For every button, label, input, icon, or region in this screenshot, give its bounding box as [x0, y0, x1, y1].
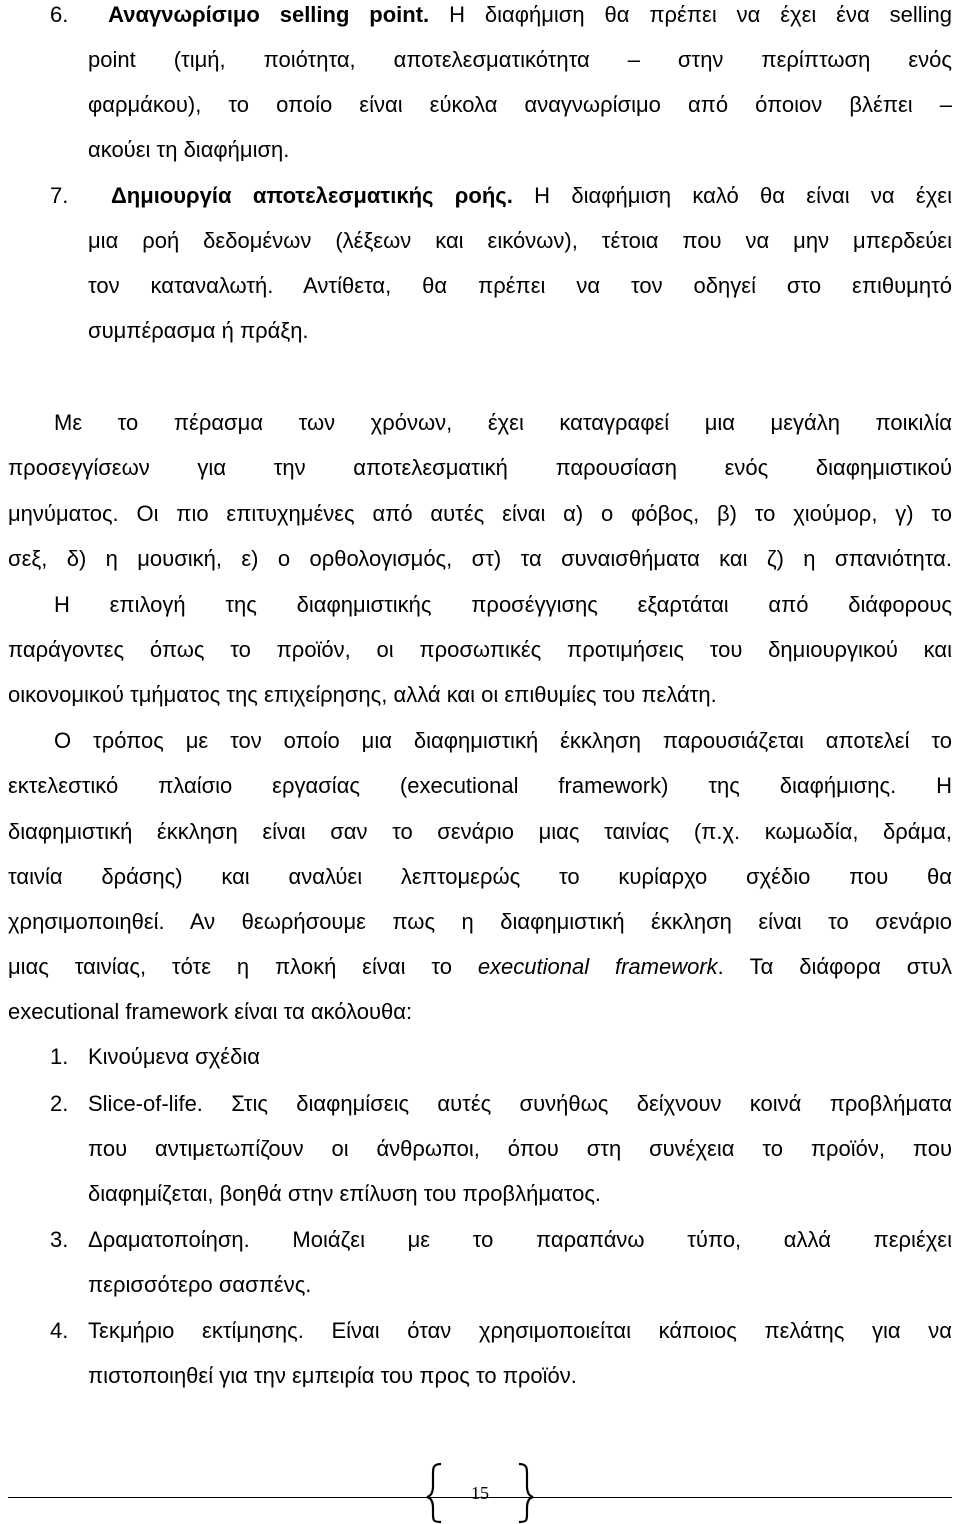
item7-line4: συμπέρασμα ή πράξη. — [88, 318, 309, 343]
item7-text-1: Η διαφήμιση καλό θα είναι να έχει — [534, 183, 952, 208]
para3-line6-italic: executional framework — [477, 954, 718, 979]
list-item-1-line1: Κινούμενα σχέδια — [88, 1044, 260, 1069]
list-item-2-line3: διαφημίζεται, βοηθά στην επίλυση του προβλήματος. — [88, 1181, 602, 1206]
item6-text-1: Η διαφήμιση θα πρέπει να έχει ένα selling — [449, 2, 952, 27]
para2-line2: παράγοντες όπως το προϊόν, οι προσωπικές προτιμήσεις του δημιουργικού και — [8, 637, 952, 662]
item6-line2: point (τιμή, ποιότητα, αποτελεσματικότητα – στην περίπτωση ενός — [88, 47, 952, 72]
item7-number: 7. — [50, 183, 69, 208]
list-item-4-number: 4. — [50, 1318, 69, 1343]
item7-line2: μια ροή δεδομένων (λέξεων και εικόνων), τέτοια που να μην μπερδεύει — [88, 228, 952, 253]
item6-title: Αναγνωρίσιμο selling point. — [108, 2, 430, 27]
list-item-2-line2: που αντιμετωπίζουν οι άνθρωποι, όπου στη συνέχεια το προϊόν, που — [88, 1136, 952, 1161]
para1-line3: μηνύματος. Οι πιο επιτυχημένες από αυτές είναι α) ο φόβος, β) το χιούμορ, γ) το — [8, 501, 952, 526]
list-item-4-line1: Τεκμήριο εκτίμησης. Είναι όταν χρησιμοποιείται κάποιος πελάτης για να — [88, 1318, 952, 1343]
para3-line5: χρησιμοποιηθεί. Αν θεωρήσουμε πως η διαφημιστική έκκληση είναι το σενάριο — [8, 909, 952, 934]
item6-number: 6. — [50, 2, 69, 27]
item7-line3: τον καταναλωτή. Αντίθετα, θα πρέπει να τον οδηγεί στο επιθυμητό — [88, 273, 952, 298]
item7-line1 — [50, 181, 952, 211]
para3-line6-text-a: μιας ταινίας, τότε η πλοκή είναι το — [8, 954, 452, 979]
list-item-2-number: 2. — [50, 1091, 69, 1116]
list-item-1-number: 1. — [50, 1044, 69, 1069]
para3-line6-text-b: . Τα διάφορα στυλ — [717, 954, 952, 979]
page-number: 15 — [471, 1483, 489, 1503]
list-item-3-line2: περισσότερο σασπένς. — [88, 1272, 312, 1297]
para1-line4: σεξ, δ) η μουσική, ε) ο ορθολογισμός, στ) τα συναισθήματα και ζ) η σπανιότητα. — [8, 546, 952, 571]
item6-line4: ακούει τη διαφήμιση. — [88, 137, 290, 162]
para3-line2: εκτελεστικό πλαίσιο εργασίας (executional framework) της διαφήμισης. Η — [8, 773, 952, 798]
para3-line3: διαφημιστική έκκληση είναι σαν το σενάριο μιας ταινίας (π.χ. κωμωδία, δράμα, — [8, 819, 952, 844]
para3-line4: ταινία δράσης) και αναλύει λεπτομερώς το κυρίαρχο σχέδιο που θα — [8, 864, 952, 889]
para2-line3: οικονομικού τμήματος της επιχείρησης, αλλά και οι επιθυμίες του πελάτη. — [8, 682, 717, 707]
item6-line3: φαρμάκου), το οποίο είναι εύκολα αναγνωρίσιμο από όποιον βλέπει – — [88, 92, 952, 117]
item7-title: Δημιουργία αποτελεσματικής ροής. — [110, 183, 513, 208]
para3-line7: executional framework είναι τα ακόλουθα: — [8, 999, 413, 1024]
para3-line1: Ο τρόπος με τον οποίο μια διαφημιστική έκκληση παρουσιάζεται αποτελεί το — [54, 728, 952, 753]
para3-line6 — [8, 952, 952, 982]
list-item-4-line2: πιστοποιηθεί για την εμπειρία του προς το προϊόν. — [88, 1363, 577, 1388]
list-item-3-line1: Δραματοποίηση. Μοιάζει με το παραπάνω τύπο, αλλά περιέχει — [88, 1227, 952, 1252]
list-item-2-line1: Slice-of-life. Στις διαφημίσεις αυτές συνήθως δείχνουν κοινά προβλήματα — [88, 1091, 952, 1116]
para1-line2: προσεγγίσεων για την αποτελεσματική παρουσίαση ενός διαφημιστικού — [8, 455, 952, 480]
para2-line1: Η επιλογή της διαφημιστικής προσέγγισης εξαρτάται από διάφορους — [54, 592, 952, 617]
list-item-3-number: 3. — [50, 1227, 69, 1252]
para1-line1: Με το πέρασμα των χρόνων, έχει καταγραφεί μια μεγάλη ποικιλία — [54, 410, 952, 435]
item6-line1 — [50, 0, 952, 30]
